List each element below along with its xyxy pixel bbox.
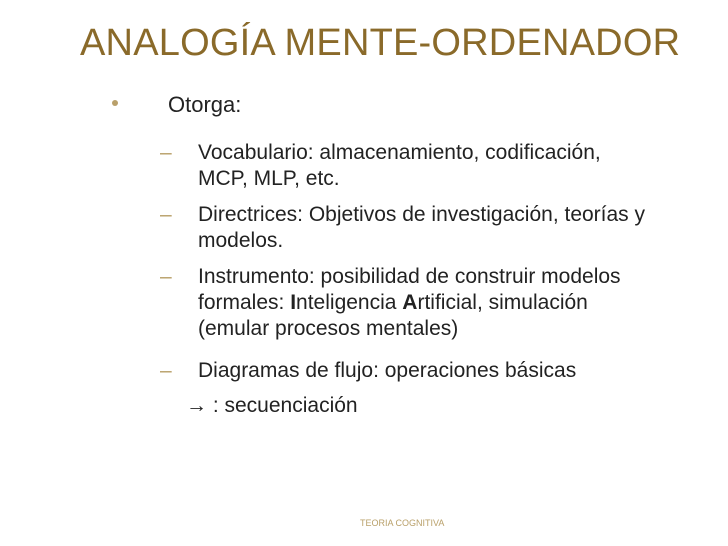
dash-icon: – xyxy=(160,265,172,288)
slide-title: ANALOGÍA MENTE-ORDENADOR xyxy=(80,22,681,64)
sub-item-line: Instrumento: posibilidad de construir modelos xyxy=(198,265,621,288)
text-run: nteligencia xyxy=(296,291,403,314)
sub-item-line: Directrices: Objetivos de investigación, teorías y xyxy=(198,203,646,226)
text-run: rtificial, simulación xyxy=(417,291,588,314)
sub-item-line xyxy=(198,290,621,316)
text-run: formales: xyxy=(198,291,291,314)
text-run-bold: I xyxy=(290,291,297,314)
sub-item-line: (emular procesos mentales) xyxy=(198,317,459,340)
sub-item-vocabulario xyxy=(160,140,601,192)
arrow-secuenciacion: → : secuenciación xyxy=(186,394,358,417)
sub-item-line: modelos. xyxy=(198,229,284,252)
sub-item-line: Diagramas de flujo: operaciones básicas xyxy=(198,359,577,382)
sub-item-line: MCP, MLP, etc. xyxy=(198,167,340,190)
dash-icon: – xyxy=(160,141,172,164)
text-run-bold: A xyxy=(402,291,418,314)
sub-item-directrices xyxy=(160,202,646,254)
dash-icon: – xyxy=(160,359,172,382)
bullet-dot-icon xyxy=(112,100,118,106)
sub-item-diagramas xyxy=(160,358,577,384)
footer-text: TEORIA COGNITIVA xyxy=(360,518,445,528)
dash-icon: – xyxy=(160,203,172,226)
sub-item-instrumento xyxy=(160,264,621,342)
bullet-text: Otorga: xyxy=(168,92,242,117)
sub-item-line: Vocabulario: almacenamiento, codificación, xyxy=(198,141,601,164)
